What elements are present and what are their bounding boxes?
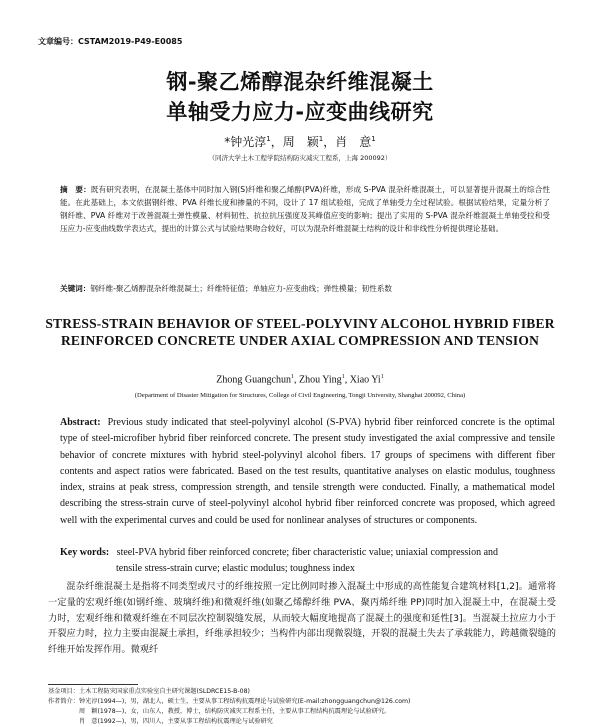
- en-author-2: , Zhou Ying: [294, 374, 342, 386]
- en-author-3: , Xiao Yi: [344, 374, 381, 386]
- cn-author-3: 肖 意: [335, 135, 372, 149]
- english-affiliation: (Department of Disaster Mitigation for Structures, College of Civil Engineering, Tongji University, Shanghai 200092, China): [134, 392, 466, 399]
- footnote-author-1: 作者简介：钟光淳(1994—)，男，湖北人，硕士生，主要从事工程结构抗震理论与试验研究(E-mail:zhongguangchun@126.com): [48, 698, 411, 705]
- chinese-abstract: [60, 183, 550, 235]
- cn-author-1: *钟光淳: [224, 135, 267, 149]
- en-author-1: Zhong Guangchun: [216, 374, 291, 386]
- cn-author-3-affil: 1: [371, 135, 376, 143]
- footnote-author-3: 肖 意(1992—)，男，四川人，主要从事工程结构抗震理论与试验研究: [48, 718, 273, 725]
- chinese-keywords: [60, 283, 550, 294]
- chinese-title-line-2: 单轴受力应力-应变曲线研究: [166, 100, 434, 124]
- footnote-divider: [48, 684, 138, 685]
- cn-keywords-label: 关键词：: [60, 284, 91, 293]
- chinese-title-line-1: 钢-聚乙烯醇混杂纤维混凝土: [166, 70, 434, 94]
- english-abstract: [60, 415, 555, 529]
- english-title: STRESS-STRAIN BEHAVIOR OF STEEL-POLYVINY ALCOHOL HYBRID FIBER REINFORCED CONCRETE UNDER AXIAL COMPRESSION AND TENSION: [45, 316, 555, 348]
- footnote-author-2: 周 颖(1978—)，女，山东人，教授，博士，结构防灾减灾工程系主任，主要从事工程结构抗震理论与试验研究。: [48, 708, 391, 715]
- en-abstract-label: Abstract:: [60, 417, 101, 428]
- cn-abstract-label: 摘 要：: [60, 185, 91, 194]
- en-author-1-affil: 1: [291, 374, 294, 380]
- cn-author-2-affil: 1: [318, 135, 324, 143]
- en-keywords-line-1: steel-PVA hybrid fiber reinforced concrete; fiber characteristic value; uniaxial compression and: [116, 547, 499, 558]
- cn-author-2: 周 颖: [282, 135, 319, 149]
- body-paragraph: 混杂纤维混凝土是指将不同类型或尺寸的纤维按照一定比例同时掺入混凝土中形成的高性能复合建筑材料[1,2]。通常将一定量的宏观纤维(如钢纤维、玻璃纤维)和微观纤维(如聚乙烯醇纤维 PVA、聚丙烯纤维 PP)同时加入混凝土中，在混凝土受力时，宏观纤维和微观纤维在不同层次控制裂缝发展，从而较大幅度地提高了混凝土的强度和延性[3]。当混凝土拉应力小于开裂应力时，拉力主要由混凝土承担，纤维承担较少；当构件内部出现微裂缝，开裂的混凝土失去了承载能力，跨越微裂缝的纤维开始发挥作用。微观纤: [48, 581, 556, 656]
- article-number: 文章编号：CSTAM2019-P49-E0085: [38, 37, 183, 46]
- cn-keywords-text: 钢纤维-聚乙烯醇混杂纤维混凝土；纤维特征值；单轴应力-应变曲线；弹性模量；韧性系数: [90, 284, 393, 293]
- en-author-3-affil: 1: [380, 374, 384, 380]
- footnotes: [48, 687, 558, 727]
- chinese-affiliation: （同济大学土木工程学院结构防灾减灾工程系，上海 200092）: [208, 154, 392, 162]
- cn-author-sep: ，: [270, 135, 283, 149]
- footnote-funding: 基金项目：土木工程防灾国家重点实验室自主研究课题(SLDRCE15-B-08): [48, 688, 250, 695]
- english-keywords: [60, 545, 555, 578]
- english-authors: [0, 374, 600, 385]
- en-keywords-line-2: tensile stress-strain curve; elastic modulus; toughness index: [116, 563, 355, 575]
- en-abstract-text: Previous study indicated that steel-polyvinyl alcohol (S-PVA) hybrid fiber reinforced concrete is the optimal type of steel-microfiber hybrid fiber reinforced concrete. The present study investigated the axial compressive and tensile behavior of concrete mixtures with hybrid steel-polyvinyl alcohol fibers. 17 groups of specimens with different fiber contents and aspect ratios were fabricated. Based on the test results, quantitative analyses on elastic modulus, toughness index, strains at peak stress, compression strength, and tensile strength were conducted. Finally, a mathematical model describing the stress-strain curve of steel-polyvinyl alcohol hybrid fiber reinforced concrete was proposed, which agreed well with the experimental curves and could be used for nonlinear analyses of structures or components.: [60, 417, 555, 526]
- en-author-2-affil: 1: [341, 374, 345, 380]
- chinese-authors: [0, 133, 600, 150]
- en-keywords-label: Key words:: [60, 547, 110, 558]
- cn-abstract-text: 既有研究表明，在混凝土基体中同时加入钢(S)纤维和聚乙烯醇(PVA)纤维，形成 S-PVA 混杂纤维混凝土，可以显著提升混凝土的综合性能。在此基础上，本文依据钢纤维、PVA 纤维长度和掺量的不同，设计了 17 组试验组，完成了单轴受力全过程试验。根据试验结果，定量分析了钢纤维、PVA 纤维对于改善混凝土弹性模量、材料韧性、抗拉抗压强度及其峰值应变的影响；提出了实用的 S-PVA 混杂纤维混凝土单轴受拉和受压应力-应变曲线数学表达式，提出的计算公式与试验结果吻合较好，可以为混杂纤维混凝土结构的设计和非线性分析提供理论基础。: [60, 185, 550, 233]
- cn-author-sep: ，: [323, 135, 336, 149]
- cn-author-1-affil: 1: [266, 135, 271, 143]
